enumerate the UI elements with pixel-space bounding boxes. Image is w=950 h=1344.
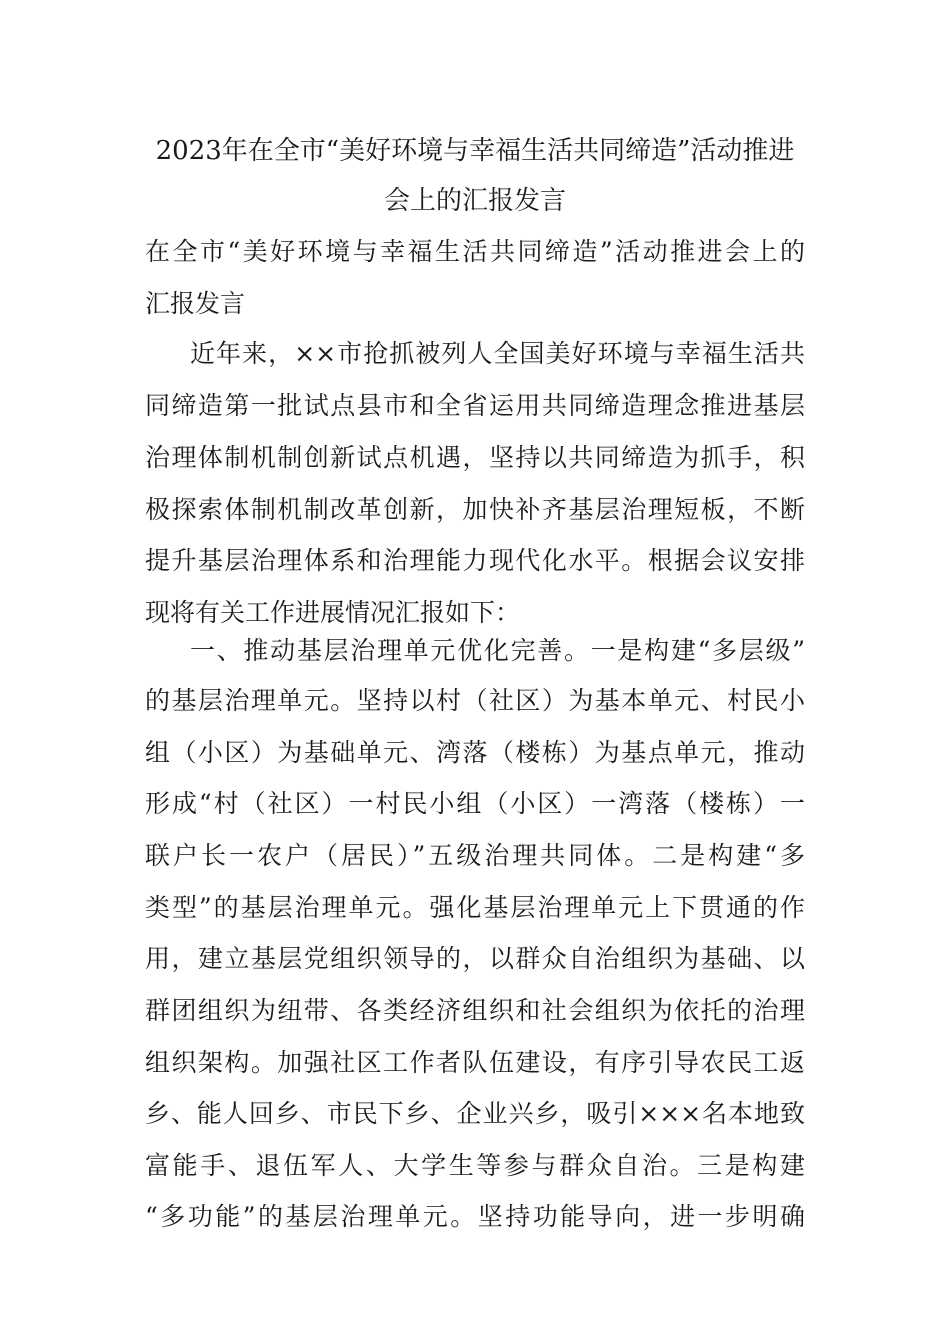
text-line: 组（小区）为基础单元、湾落（楼栋）为基点单元，推动: [145, 738, 805, 767]
text-line: 群团组织为纽带、各类经济组织和社会组织为依托的治理: [145, 996, 805, 1025]
text-line: 富能手、退伍军人、大学生等参与群众自治。三是构建: [145, 1151, 805, 1180]
text-line: 同缔造第一批试点县市和全省运用共同缔造理念推进基层: [145, 391, 805, 420]
text-line: 极探索体制机制改革创新，加快补齐基层治理短板，不断: [145, 495, 805, 524]
document-title-line-2: 会上的汇报发言: [383, 186, 566, 216]
text-line: 类型”的基层治理单元。强化基层治理单元上下贯通的作: [145, 893, 805, 922]
text-line: “多功能”的基层治理单元。坚持功能导向，进一步明确: [145, 1202, 805, 1231]
text-line: 近年来，××市抢抓被列人全国美好环境与幸福生活共: [190, 339, 805, 368]
text-line: 现将有关工作进展情况汇报如下：: [145, 598, 521, 627]
text-line: 联户长一农户（居民）”五级治理共同体。二是构建“多: [145, 841, 805, 870]
text-line: 提升基层治理体系和治理能力现代化水平。根据会议安排: [145, 546, 805, 575]
document-title-line-1: 2023年在全市“美好环境与幸福生活共同缔造”活动推进: [155, 136, 795, 166]
text-line: 汇报发言: [145, 289, 246, 318]
text-line: 的基层治理单元。坚持以村（社区）为基本单元、村民小: [145, 686, 805, 715]
text-line: 一、推动基层治理单元优化完善。一是构建“多层级”: [190, 636, 805, 665]
text-line: 治理体制机制创新试点机遇，坚持以共同缔造为抓手，积: [145, 443, 805, 472]
text-line: 组织架构。加强社区工作者队伍建设，有序引导农民工返: [145, 1048, 805, 1077]
text-line: 在全市“美好环境与幸福生活共同缔造”活动推进会上的: [145, 237, 805, 266]
text-line: 形成“村（社区）一村民小组（小区）一湾落（楼栋）一: [145, 789, 805, 818]
text-line: 用，建立基层党组织领导的，以群众自治组织为基础、以: [145, 944, 805, 973]
text-line: 乡、能人回乡、市民下乡、企业兴乡，吸引×××名本地致: [145, 1099, 805, 1128]
